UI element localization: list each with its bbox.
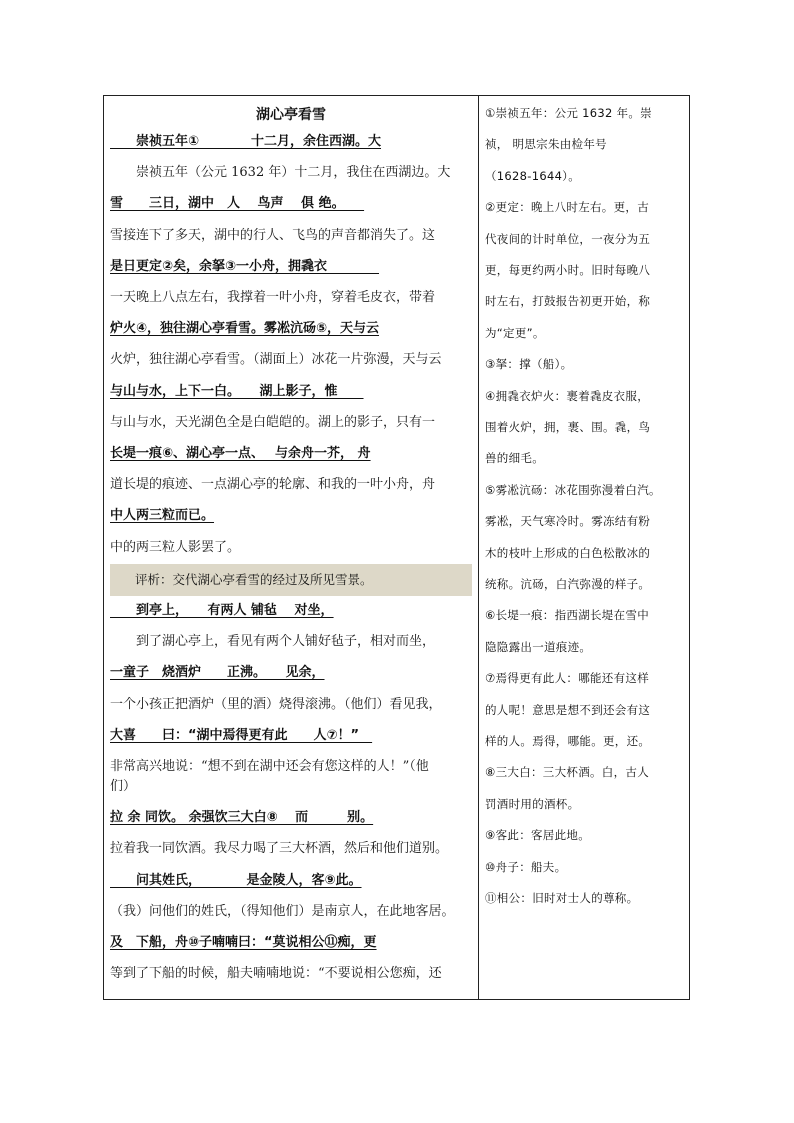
original-text-line [110, 382, 482, 402]
translation-line: 火炉，独往湖心亭看雪。（湖面上）冰花一片弥漫，天与云 [110, 352, 442, 368]
underlined-original: 是日更定②矣，余拏③一小舟，拥毳衣 [110, 258, 380, 274]
translation-line: 们） [110, 779, 137, 794]
note-line: ⑪相公：旧时对士人的尊称。 [485, 891, 639, 905]
underlined-original: 问其姓氏， 是金陵人，客⑨此。 [110, 872, 362, 888]
note-line: 为“定更”。 [485, 325, 545, 340]
note-line: ⑥长堤一痕：指西湖长堤在雪中 [485, 608, 650, 623]
note-line: 代夜间的计时单位，一夜分为五 [485, 231, 651, 246]
underlined-original: 长堤一痕⑥、湖心亭一点、 与余舟一芥， 舟 [110, 446, 371, 461]
translation-line: 拉着我一同饮酒。我尽力喝了三大杯酒，然后和他们道别。 [110, 841, 449, 857]
note-line: 围着火炉，拥，裹、围。毳，鸟 [485, 420, 651, 434]
translation-line: 非常高兴地说：“想不到在湖中还会有您这样的人！”（他 [110, 759, 429, 774]
original-text-line [110, 257, 482, 277]
original-text-line [110, 132, 482, 152]
translation-line: 一个小孩正把酒炉（里的酒）烧得滚沸。（他们）看见我， [110, 696, 442, 712]
note-line: ⑩舟子：船夫。 [485, 859, 567, 874]
translation-line: 崇祯五年（公元 1632 年）十二月，我住在西湖边。大 [110, 165, 451, 181]
original-text-line [110, 808, 482, 828]
note-line: 时左右，打鼓报告初更开始，称 [485, 294, 651, 309]
note-line: ③拏：撑（船）。 [485, 357, 573, 372]
original-text-line [110, 663, 482, 683]
note-line: 更，每更约两小时。旧时每晚八 [485, 263, 651, 277]
translation-line: 到了湖心亭上，看见有两个人铺好毡子，相对而坐， [110, 634, 436, 650]
underlined-original: 雪 三日，湖中 人 鸟声 俱 绝。 [110, 196, 365, 212]
note-line: 木的枝叶上形成的白色松散冰的 [485, 545, 651, 560]
note-line: 罚酒时用的酒杯。 [485, 796, 580, 811]
text-column [104, 96, 478, 999]
underlined-original: 到亭上， 有两人 铺毡 对坐， [110, 603, 334, 618]
translation-line: （我）问他们的姓氏，（得知他们）是南京人，在此地客居。 [110, 903, 455, 919]
underlined-original: 炉火④，独往湖心亭看雪。雾凇沆砀⑤，天与云 [110, 321, 380, 337]
note-line: 统称。沆砀，白汽弥漫的样子。 [485, 577, 651, 591]
translation-line: 一天晚上八点左右，我撑着一叶小舟，穿着毛皮衣，带着 [110, 290, 436, 305]
note-line: ②更定：晚上八时左右。更，古 [485, 200, 650, 215]
note-line: ⑤雾凇沆砀：冰花围弥漫着白汽。 [485, 482, 661, 497]
note-line: ④拥毳衣炉火：裹着毳皮衣服， [485, 388, 650, 403]
note-line: ①崇祯五年：公元 1632 年。崇 [485, 106, 652, 120]
underlined-original: 拉 余 同饮。 余强饮三大白⑧ 而 别。 [110, 810, 374, 826]
note-line: 兽的细毛。 [485, 451, 544, 466]
notes-column [479, 96, 689, 999]
original-text-line [110, 601, 482, 621]
underlined-original: 与山与水，上下一白。 湖上影子，惟 [110, 383, 364, 399]
original-text-line [110, 444, 482, 464]
original-text-line [110, 871, 482, 891]
note-line: 祯， 明思宗朱由检年号 [485, 137, 607, 152]
note-line: ⑧三大白：三大杯酒。白，古人 [485, 765, 650, 780]
original-text-line [110, 194, 482, 214]
note-line: （1628-1644）。 [485, 168, 581, 183]
page-title: 湖心亭看雪 [256, 107, 326, 123]
translation-line: 雪接连下了多天，湖中的行人、飞鸟的声音都消失了。这 [110, 227, 436, 243]
note-line: 隐隐露出一道痕迹。 [485, 639, 592, 654]
translation-line: 等到了下船的时候，船夫喃喃地说：“不要说相公您痴，还 [110, 966, 442, 982]
underlined-original: 及 下船，舟⑩子喃喃曰：“莫说相公⑪痴，更 [110, 935, 377, 950]
original-text-line [110, 726, 482, 746]
note-line: 样的人。焉得，哪能。更，还。 [485, 734, 651, 748]
annotation-table [103, 95, 690, 1000]
note-line: 雾凇，天气寒冷时。雾冻结有粉 [485, 514, 651, 529]
underlined-original: 大喜 曰：“湖中焉得更有此 人⑦！” [110, 727, 373, 743]
original-text-line [110, 506, 482, 526]
translation-line: 与山与水，天光湖色全是白皑皑的。湖上的影子，只有一 [110, 414, 436, 430]
comment-box: 评析：交代湖心亭看雪的经过及所见雪景。 [110, 564, 472, 596]
underlined-original: 中人两三粒而已。 [110, 508, 215, 524]
note-line: ⑨客此：客居此地。 [485, 828, 591, 843]
underlined-original: 一童子 烧酒炉 正沸。 见余， [110, 665, 325, 681]
original-text-line [110, 319, 482, 339]
underlined-original: 崇祯五年① 十二月，余住西湖。大 [110, 134, 382, 149]
original-text-line [110, 933, 482, 953]
note-line: 的人呢！意思是想不到还会有这 [485, 702, 651, 717]
translation-line: 中的两三粒人影罢了。 [110, 539, 241, 555]
note-line: ⑦焉得更有此人：哪能还有这样 [485, 671, 650, 686]
translation-line: 道长堤的痕迹、一点湖心亭的轮廓、和我的一叶小舟，舟 [110, 477, 436, 493]
